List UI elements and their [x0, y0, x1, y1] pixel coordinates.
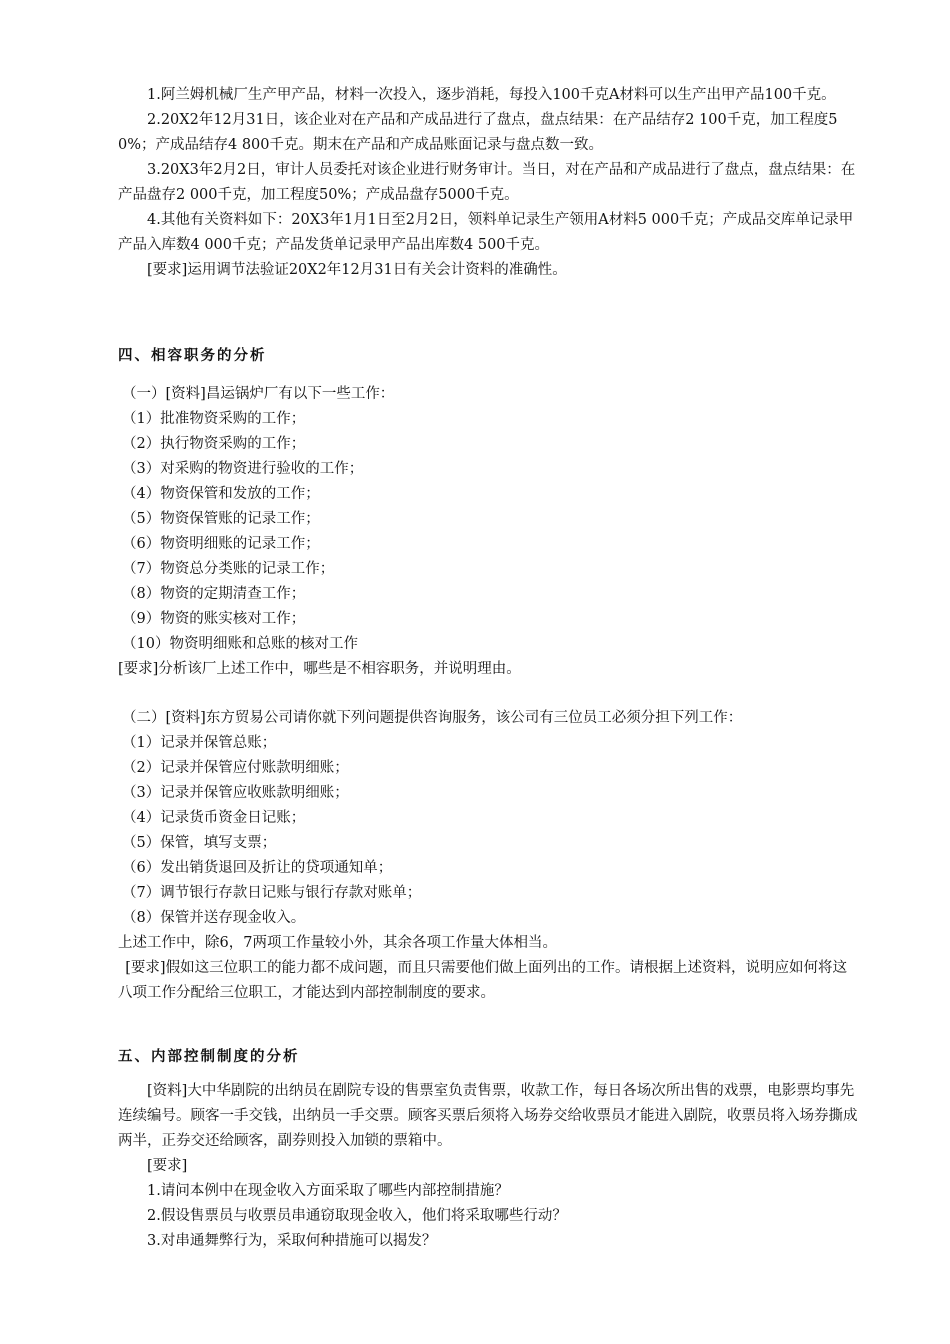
part2-item: （6）发出销货退回及折让的贷项通知单；: [122, 860, 393, 876]
part2-item: （4）记录货币资金日记账；: [122, 810, 306, 826]
part1-item: （6）物资明细账的记录工作；: [122, 536, 320, 552]
part2-item: （1）记录并保管总账；: [122, 735, 277, 751]
section5-material: [资料]大中华剧院的出纳员在剧院专设的售票室负责售票，收款工作，每日各场次所出售的戏票，电影票均事先连续编号。顾客一手交钱，出纳员一手交票。顾客买票后须将入场券交给收票员才能进入剧院，收票员将入场券撕成两半，正券交还给顾客，副券则投入加锁的票箱中。: [118, 1083, 858, 1149]
part1-item: （5）物资保管账的记录工作；: [122, 511, 320, 527]
part2-item: （7）调节银行存款日记账与银行存款对账单；: [122, 885, 422, 901]
section3-paragraph-2: 2.20X2年12月31日，该企业对在产品和产成品进行了盘点，盘点结果：在产品结存2 100千克，加工程度50%；产成品结存4 800千克。期末在产品和产成品账面记录与盘点数一致。: [118, 112, 838, 153]
section5-heading: 五、内部控制制度的分析: [118, 1048, 300, 1065]
part1-item: （2）执行物资采购的工作；: [122, 436, 306, 452]
section4-part2: [118, 706, 860, 1006]
section3-paragraph-4: 4.其他有关资料如下：20X3年1月1日至2月2日，领料单记录生产领用A材料5 000千克；产成品交库单记录甲产品入库数4 000千克；产品发货单记录甲产品出库数4 500千克。: [118, 212, 854, 253]
part2-item: （8）保管并送存现金收入。: [122, 910, 306, 926]
section5-question: 1.请问本例中在现金收入方面采取了哪些内部控制措施？: [147, 1183, 509, 1199]
section3-block: [118, 83, 860, 283]
section4-heading-block: [118, 343, 860, 368]
section3-requirement: [要求]运用调节法验证20X2年12月31日有关会计资料的准确性。: [147, 262, 567, 278]
part1-item: （3）对采购的物资进行验收的工作；: [122, 461, 364, 477]
part1-intro: （一）[资料]昌运锅炉厂有以下一些工作：: [122, 386, 395, 402]
section5-heading-block: [118, 1044, 860, 1069]
part1-requirement: [要求]分析该厂上述工作中，哪些是不相容职务，并说明理由。: [118, 661, 521, 677]
part2-note: 上述工作中，除6，7两项工作量较小外，其余各项工作量大体相当。: [118, 935, 557, 951]
section5-requirement-label: [要求]: [147, 1158, 188, 1174]
section4-heading: 四、相容职务的分析: [118, 347, 267, 364]
part2-item: （2）记录并保管应付账款明细账；: [122, 760, 349, 776]
section3-paragraph-3: 3.20X3年2月2日，审计人员委托对该企业进行财务审计。当日，对在产品和产成品进行了盘点，盘点结果：在产品盘存2 000千克，加工程度50%；产成品盘存5000千克。: [118, 162, 856, 203]
part1-item: （7）物资总分类账的记录工作；: [122, 561, 335, 577]
section5-question: 3.对串通舞弊行为，采取何种措施可以揭发？: [147, 1233, 437, 1249]
part1-item: （10）物资明细账和总账的核对工作: [122, 636, 358, 652]
section5-question: 2.假设售票员与收票员串通窃取现金收入，他们将采取哪些行动？: [147, 1208, 567, 1224]
section4-part1: [118, 382, 860, 682]
part1-item: （1）批准物资采购的工作；: [122, 411, 306, 427]
section3-paragraph-1: 1.阿兰姆机械厂生产甲产品，材料一次投入，逐步消耗，每投入100千克A材料可以生产出甲产品100千克。: [147, 87, 836, 103]
part1-item: （9）物资的账实核对工作；: [122, 611, 306, 627]
part2-item: （5）保管，填写支票；: [122, 835, 277, 851]
section5-body: [118, 1079, 860, 1254]
part1-item: （4）物资保管和发放的工作；: [122, 486, 320, 502]
part2-intro: （二）[资料]东方贸易公司请你就下列问题提供咨询服务，该公司有三位员工必须分担下列工作：: [122, 710, 743, 726]
part1-item: （8）物资的定期清查工作；: [122, 586, 306, 602]
part2-item: （3）记录并保管应收账款明细账；: [122, 785, 349, 801]
part2-requirement: [要求]假如这三位职工的能力都不成问题，而且只需要他们做上面列出的工作。请根据上述资料，说明应如何将这八项工作分配给三位职工，才能达到内部控制制度的要求。: [118, 960, 848, 1001]
